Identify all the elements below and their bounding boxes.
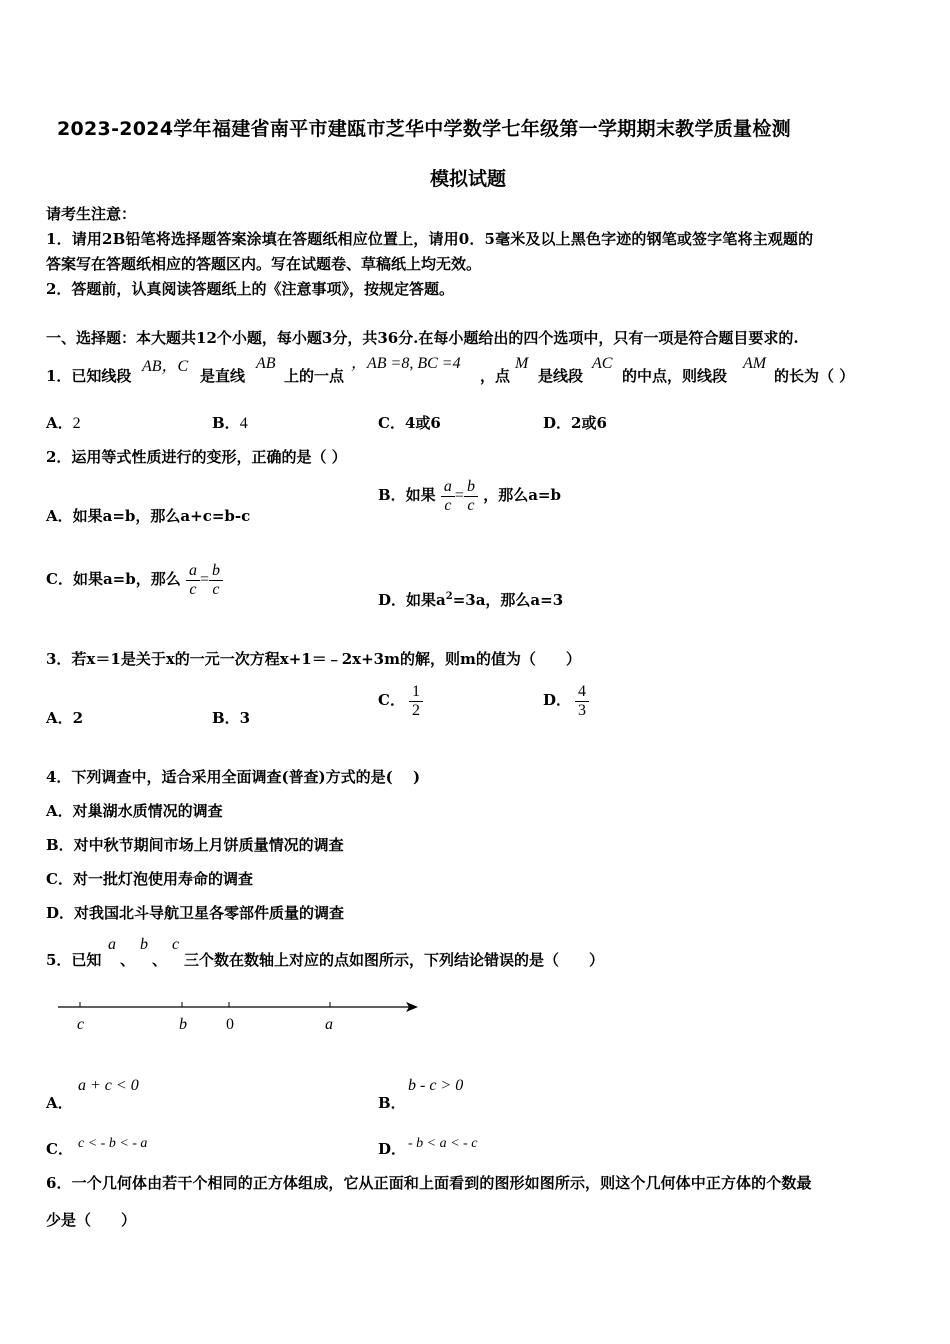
q1-math-2: AB — [256, 355, 276, 372]
q1-math-1: AB，C — [142, 358, 189, 375]
q4-option-b: B．对中秋节期间市场上月饼质量情况的调查 — [46, 836, 344, 854]
superscript: 2 — [445, 591, 453, 602]
q5-math-a: a — [108, 936, 116, 953]
label-b: b — [179, 1016, 187, 1033]
q6-stem: 6．一个几何体由若干个相同的正方体组成，它从正面和上面看到的图形如图所示，则这个几何体中正方体的个数最 — [46, 1174, 812, 1192]
q5-option-d-label: D． — [378, 1140, 407, 1158]
q5-option-b-expr: b - c > 0 — [408, 1077, 464, 1094]
denominator: c — [212, 580, 220, 598]
q1-text-1: 1．已知线段 — [46, 367, 132, 385]
q3-option-d — [543, 683, 589, 719]
q2-option-d — [378, 589, 563, 610]
q1-option-d: D．2或6 — [543, 414, 607, 432]
q1-option-a — [46, 412, 81, 433]
q5-option-a-expr: a + c < 0 — [78, 1077, 139, 1094]
fraction — [575, 683, 589, 719]
q5-option-b-label: B． — [378, 1094, 406, 1112]
label-c: c — [77, 1016, 85, 1033]
q5-option-c-expr: c < - b < - a — [78, 1136, 148, 1151]
option-text: D．如果a — [378, 591, 446, 609]
denominator: 3 — [578, 701, 587, 719]
numerator: 4 — [575, 683, 589, 702]
q1-text-7: 的长为（ ） — [774, 367, 855, 385]
q2-option-c — [46, 562, 223, 598]
q6-stem-cont: 少是（ ） — [46, 1211, 137, 1229]
notice-item-1-cont: 答案写在答题纸相应的答题区内。写在试题卷、草稿纸上均无效。 — [46, 255, 482, 273]
q5-text-2: 三个数在数轴上对应的点如图所示，下列结论错误的是（ ） — [184, 951, 605, 969]
fraction — [186, 562, 200, 598]
numerator: a — [186, 562, 200, 581]
q2-stem: 2．运用等式性质进行的变形，正确的是（ ） — [46, 448, 347, 466]
q3-option-a: A．2 — [46, 709, 84, 727]
option-label: C． — [378, 691, 405, 710]
equals: = — [454, 487, 464, 505]
q2-option-b — [378, 478, 561, 514]
q1-option-b — [212, 412, 248, 433]
q1-option-c: C．4或6 — [378, 414, 441, 432]
q1-math-4: M — [515, 355, 529, 372]
option-text: B．如果 — [378, 486, 436, 505]
q3-option-c — [378, 683, 423, 719]
numerator: b — [464, 478, 478, 497]
q4-option-c: C．对一批灯泡使用寿命的调查 — [46, 870, 253, 888]
q5-text-1: 5．已知 — [46, 951, 102, 969]
option-label: A． — [46, 414, 73, 432]
q5-option-c-label: C． — [46, 1140, 73, 1158]
q1-text-5: 是线段 — [538, 367, 584, 385]
numerator: a — [441, 478, 455, 497]
q1-math-6: AM — [743, 355, 767, 372]
fraction — [441, 478, 455, 514]
q1-text-6: 的中点，则线段 — [622, 367, 728, 385]
option-text: C．如果a=b，那么 — [46, 570, 181, 589]
denominator: c — [467, 496, 475, 514]
page-title: 2023-2024学年福建省南平市建瓯市芝华中学数学七年级第一学期期末教学质量检测 — [57, 118, 791, 140]
option-value: 2 — [72, 415, 81, 432]
label-a: a — [325, 1016, 333, 1033]
option-text: ，那么a=b — [483, 486, 561, 505]
q3-stem: 3．若x＝1是关于x的一元一次方程x+1＝﹣2x+3m的解，则m的值为（ ） — [46, 650, 581, 668]
option-value: 4 — [239, 415, 248, 432]
q4-stem: 4．下列调查中，适合采用全面调查(普查)方式的是( ) — [46, 768, 421, 786]
fraction — [409, 683, 423, 719]
denominator: 2 — [411, 701, 420, 719]
q5-math-b: b — [140, 936, 148, 953]
option-label: B． — [212, 414, 240, 432]
number-line-figure — [52, 995, 427, 1040]
equals: = — [199, 571, 209, 589]
q5-option-a-label: A． — [46, 1094, 73, 1112]
fraction — [464, 478, 478, 514]
q2-option-a: A．如果a=b，那么a+c=b-c — [46, 507, 251, 525]
notice-heading: 请考生注意： — [46, 205, 137, 223]
q5-math-c: c — [172, 936, 180, 953]
q1-text-4: ，点 — [480, 367, 511, 385]
q3-option-b: B．3 — [212, 709, 251, 727]
fraction — [209, 562, 223, 598]
page-title-line2: 模拟试题 — [430, 168, 507, 190]
q1-text-3: 上的一点 — [284, 367, 345, 385]
q4-option-d: D．对我国北斗导航卫星各零部件质量的调查 — [46, 904, 345, 922]
notice-item-1: 1．请用2B铅笔将选择题答案涂填在答题纸相应位置上，请用0．5毫米及以上黑色字迹的钢笔或签字笔将主观题的 — [46, 230, 814, 248]
numerator: 1 — [409, 683, 423, 702]
denominator: c — [189, 580, 197, 598]
q5-sep-2: 、 — [152, 951, 168, 969]
q1-math-3: ，AB =8, BC =4 — [351, 355, 461, 372]
section-heading: 一、选择题：本大题共12个小题，每小题3分，共36分.在每小题给出的四个选项中，只有一项是符合题目要求的. — [46, 329, 799, 347]
q5-sep-1: 、 — [120, 951, 136, 969]
q1-math-5: AC — [592, 355, 613, 372]
denominator: c — [444, 496, 452, 514]
numerator: b — [209, 562, 223, 581]
q4-option-a: A．对巢湖水质情况的调查 — [46, 802, 223, 820]
notice-item-2: 2．答题前，认真阅读答题纸上的《注意事项》，按规定答题。 — [46, 280, 454, 298]
option-text: =3a，那么a=3 — [452, 591, 564, 609]
label-0: 0 — [226, 1016, 234, 1033]
q1-text-2: 是直线 — [200, 367, 246, 385]
option-label: D． — [543, 691, 572, 710]
q5-option-d-expr: - b < a < - c — [408, 1136, 478, 1151]
